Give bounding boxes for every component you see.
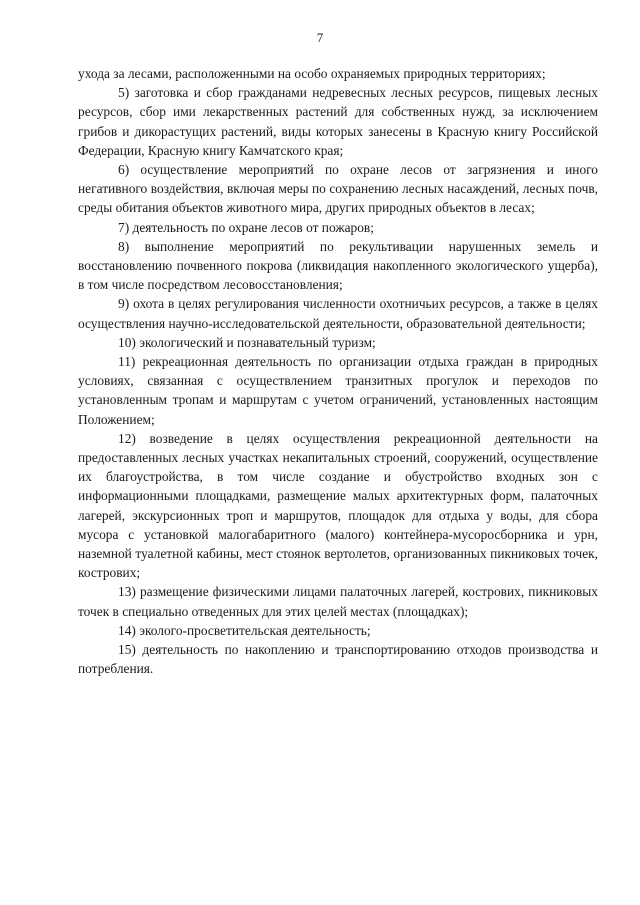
paragraph-continuation: ухода за лесами, расположенными на особо охраняемых природных территориях; (78, 66, 546, 81)
list-item-7: 7) деятельность по охране лесов от пожаров; (118, 219, 374, 235)
page-number: 7 (316, 30, 324, 45)
list-item-11: 11) рекреационная деятельность по организации отдыха граждан в природных условиях, связанная с осуществлением транзитных прогулок и переходов по установленным тропам и маршрутам с учетом ограничений, установленных настоящим Положением; (78, 354, 598, 427)
list-item-5: 5) заготовка и сбор гражданами недревесных лесных ресурсов, пищевых лесных ресурсов, сбор ими лекарственных растений для собственных нужд, за исключением грибов и дикорастущих растений, виды которых занесены в Красную книгу Российской Федерации, Красную книгу Камчатского края; (78, 85, 598, 158)
list-item-8: 8) выполнение мероприятий по рекультивации нарушенных земель и восстановлению почвенного покрова (ликвидация накопленного экологического ущерба), в том числе посредством лесовосстановления; (78, 238, 598, 293)
list-item-13: 13) размещение физическими лицами палаточных лагерей, кострових, пикниковых точек в специально отведенных для этих целей местах (площадках); (78, 584, 598, 619)
list-item-14: 14) эколого-просветительская деятельность; (118, 622, 371, 638)
list-item-12: 12) возведение в целях осуществления рекреационной деятельности на предоставленных лесных участках некапитальных строений, сооружений, осуществление их благоустройства, в том числе создание и обустройство входных зон с информационными площадками, размещение малых архитектурных форм, палаточных лагерей, экскурсионных троп и маршрутов, площадок для отдыха у воды, для сбора мусора с установкой малогабаритного (малого) контейнера-мусоросборника и урн, наземной туалетной кабины, мест стоянок вертолетов, организованных пикниковых точек, кострових; (78, 430, 598, 581)
list-item-10: 10) экологический и познавательный туризм; (118, 334, 376, 350)
document-body (78, 64, 598, 679)
list-item-15: 15) деятельность по накоплению и транспортированию отходов производства и потребления. (78, 642, 598, 677)
list-item-6: 6) осуществление мероприятий по охране лесов от загрязнения и иного негативного воздействия, включая меры по сохранению лесных насаждений, лесных почв, среды обитания объектов животного мира, других природных объектов в лесах; (78, 162, 598, 216)
list-item-9: 9) охота в целях регулирования численности охотничьих ресурсов, а также в целях осуществления научно-исследовательской деятельности, образовательной деятельности; (78, 296, 598, 331)
